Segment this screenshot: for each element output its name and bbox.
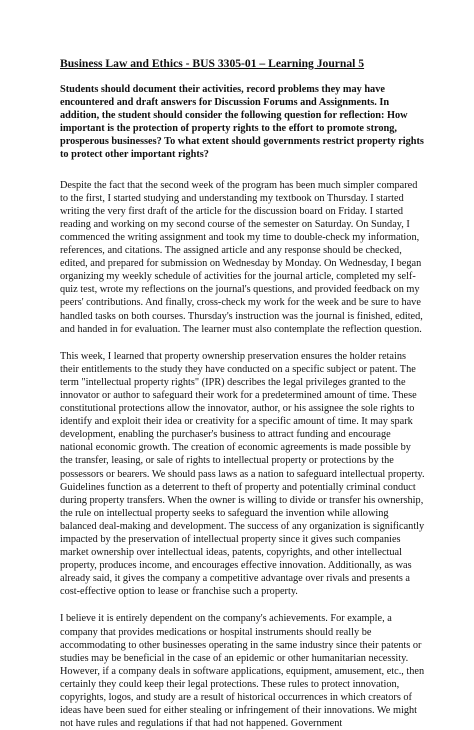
paragraph-opinion: I believe it is entirely dependent on the company's achievements. For example, a company that provides medications or hospital instruments should really be accommodating to other businesses operating in the same industry since their patents or studies may be beneficial in the case of an epidemic or other humanitarian necessity. However, if a company deals in software applications, equipment, amusement, etc., then certainly they could keep their legal protections. These rules to protect innovation, copyrights, logos, and study are a result of historical occurrences in which creators of ideas have been sued for either stealing or infringement of their innovations. We might not have rules and regulations if that had not happened. Government <box>60 613 425 730</box>
reflection-prompt: Students should document their activities, record problems they may have encountered and draft answers for Discussion Forums and Assignments. In addition, the student should consider the following question for reflection: How important is the protection of property rights to the effort to promote strong, prosperous businesses? To what extent should governments restrict property rights to protect other important rights? <box>60 84 424 161</box>
paragraph-intellectual-property: This week, I learned that property ownership preservation ensures the holder retains their entitlements to the study they have conducted on a specific subject or patent. The term "intellectual property rights" (IPR) describes the legal privileges granted to the innovator or author to safeguard their work for a predetermined amount of time. These constitutional protections allow the innovator, author, or his assignee the sole rights to identify and exploit their idea or creativity for a specific amount of time. It may spark development, enabling the purchaser's business to attract funding and encourage national economic growth. The creation of economic agreements is made possible by the transfer, leasing, or sale of rights to intellectual property or protections by the possessors or bearers. We should pass laws as a nation to safeguard intellectual property. Guidelines function as a deterrent to theft of property and potentially criminal conduct during property transfers. When the owner is willing to divide or transfer his ownership, the rule on intellectual property seeks to safeguard the invention while allowing balanced deal-making and development. The success of any organization is significantly impacted by the preservation of intellectual property since it gives such companies market ownership over intellectual ideas, patents, copyrights, and other intellectual property, produces income, and encourages effective innovation. Additionally, as was already said, it gives the company a competitive advantage over rivals and presents a cost-effective option to lease or franchise such a property. <box>60 350 425 598</box>
document-title: Business Law and Ethics - BUS 3305-01 – Learning Journal 5 <box>60 57 365 70</box>
paragraph-weekly-activities: Despite the fact that the second week of the program has been much simpler compared to the first, I started studying and understanding my textbook on Thursday. I started writing the very first draft of the article for the discussion board on Friday. I started reading and working on my second course of the semester on Saturday. On Sunday, I commenced the writing assignment and took my time to double-check my information, references, and citations. The assigned article and any response should be checked, edited, and prepared for submission on Wednesday by Monday. On Wednesday, I began organizing my weekly schedule of activities for the journal article, completed my self-quiz test, wrote my reflections on the journal's questions, and provided feedback on my peers' contributions. And finally, cross-check my work for the week and be sure to have handled tasks on both courses. Thursday's instruction was the journal is finished, edited, and handed in for evaluation. The learner must also contemplate the reflection question. <box>60 179 423 335</box>
